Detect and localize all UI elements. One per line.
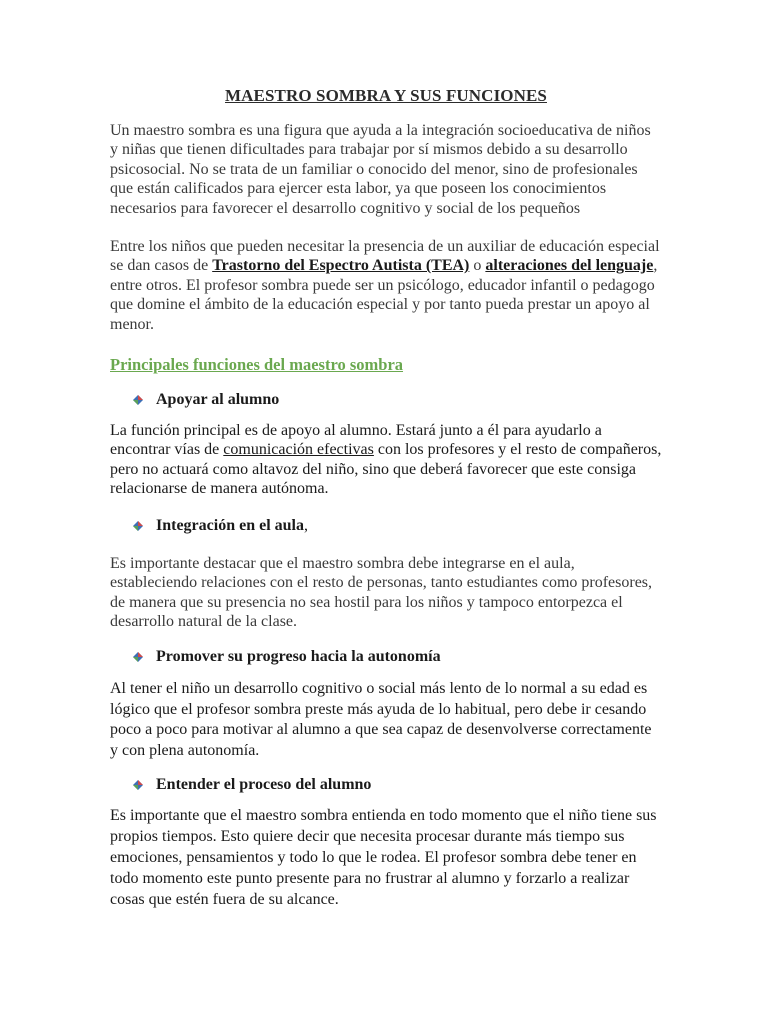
para2-text-c: , entre otros. El profesor sombra puede ser un psicólogo, educador infantil o pedagogo que domine el ámbito de la educación especial y por tanto pueda prestar un apoyo al menor. xyxy=(110,257,658,333)
link-comunicacion-efectivas[interactable]: comunicación efectivas xyxy=(223,441,374,459)
bullet-body-apoyar xyxy=(110,421,662,499)
para2-text-b: o xyxy=(469,257,486,275)
bullet-body-text-b: con los profesores y el resto de compañeros, pero no actuará como altavoz del niño, sino que deberá favorecer que este consiga relacionarse de manera autónoma. xyxy=(110,441,662,498)
bullet-label: Entender el proceso del alumno xyxy=(156,776,372,794)
section-heading: Principales funciones del maestro sombra xyxy=(110,355,404,375)
bullet-integracion-aula xyxy=(110,517,662,535)
bullet-autonomia xyxy=(110,648,662,666)
diamond-bullet-icon xyxy=(132,779,144,791)
link-tea[interactable]: Trastorno del Espectro Autista (TEA) xyxy=(212,257,470,275)
bullet-body-autonomia: Al tener el niño un desarrollo cognitivo o social más lento de lo normal a su edad es lógico que el profesor sombra preste más ayuda de lo habitual, pero debe ir cesando poco a poco para motivar al alumno a que sea capaz de desenvolverse correctamente y con plena autonomía. xyxy=(110,680,652,759)
document-page xyxy=(110,86,662,910)
bullet-suffix: , xyxy=(304,516,308,534)
bullet-body-text-a: La función principal es de apoyo al alumno. Estará junto a él para ayudarlo a encontrar vías de xyxy=(110,422,602,459)
paragraph-special-needs xyxy=(110,237,662,334)
bullet-body-entender: Es importante que el maestro sombra entienda en todo momento que el niño tiene sus propios tiempos. Esto quiere decir que necesita procesar durante más tiempo sus emociones, pensamientos y todo lo que le rodea. El profesor sombra debe tener en todo momento este punto presente para no frustrar al alumno y forzarlo a realizar cosas que estén fuera de su alcance. xyxy=(110,807,657,908)
bullet-body-integracion: Es importante destacar que el maestro sombra debe integrarse en el aula, estableciendo relaciones con el resto de personas, tanto estudiantes como profesores, de manera que su presencia no sea hostil para los niños y tampoco entorpezca el desarrollo natural de la clase. xyxy=(110,554,653,630)
bullet-label: Promover su progreso hacia la autonomía xyxy=(156,648,441,666)
diamond-bullet-icon xyxy=(132,394,144,406)
bullet-entender-proceso xyxy=(110,776,662,794)
bullet-label: Integración en el aula xyxy=(156,516,304,534)
diamond-bullet-icon xyxy=(132,520,144,532)
diamond-bullet-icon xyxy=(132,651,144,663)
bullet-label: Apoyar al alumno xyxy=(156,391,280,409)
document-title: MAESTRO SOMBRA Y SUS FUNCIONES xyxy=(225,86,547,105)
bullet-apoyar-alumno xyxy=(110,391,662,409)
para2-text-a: Entre los niños que pueden necesitar la presencia de un auxiliar de educación especial se dan casos de xyxy=(110,238,660,275)
intro-paragraph: Un maestro sombra es una figura que ayuda a la integración socioeducativa de niños y niñas que tienen dificultades para trabajar por sí mismos debido a su desarrollo psicosocial. No se trata de un familiar o conocido del menor, sino de profesionales que están calificados para ejercer esta labor, ya que poseen los conocimientos necesarios para favorecer el desarrollo cognitivo y social de los pequeños xyxy=(110,122,651,217)
link-alteraciones-lenguaje[interactable]: alteraciones del lenguaje xyxy=(485,257,654,275)
